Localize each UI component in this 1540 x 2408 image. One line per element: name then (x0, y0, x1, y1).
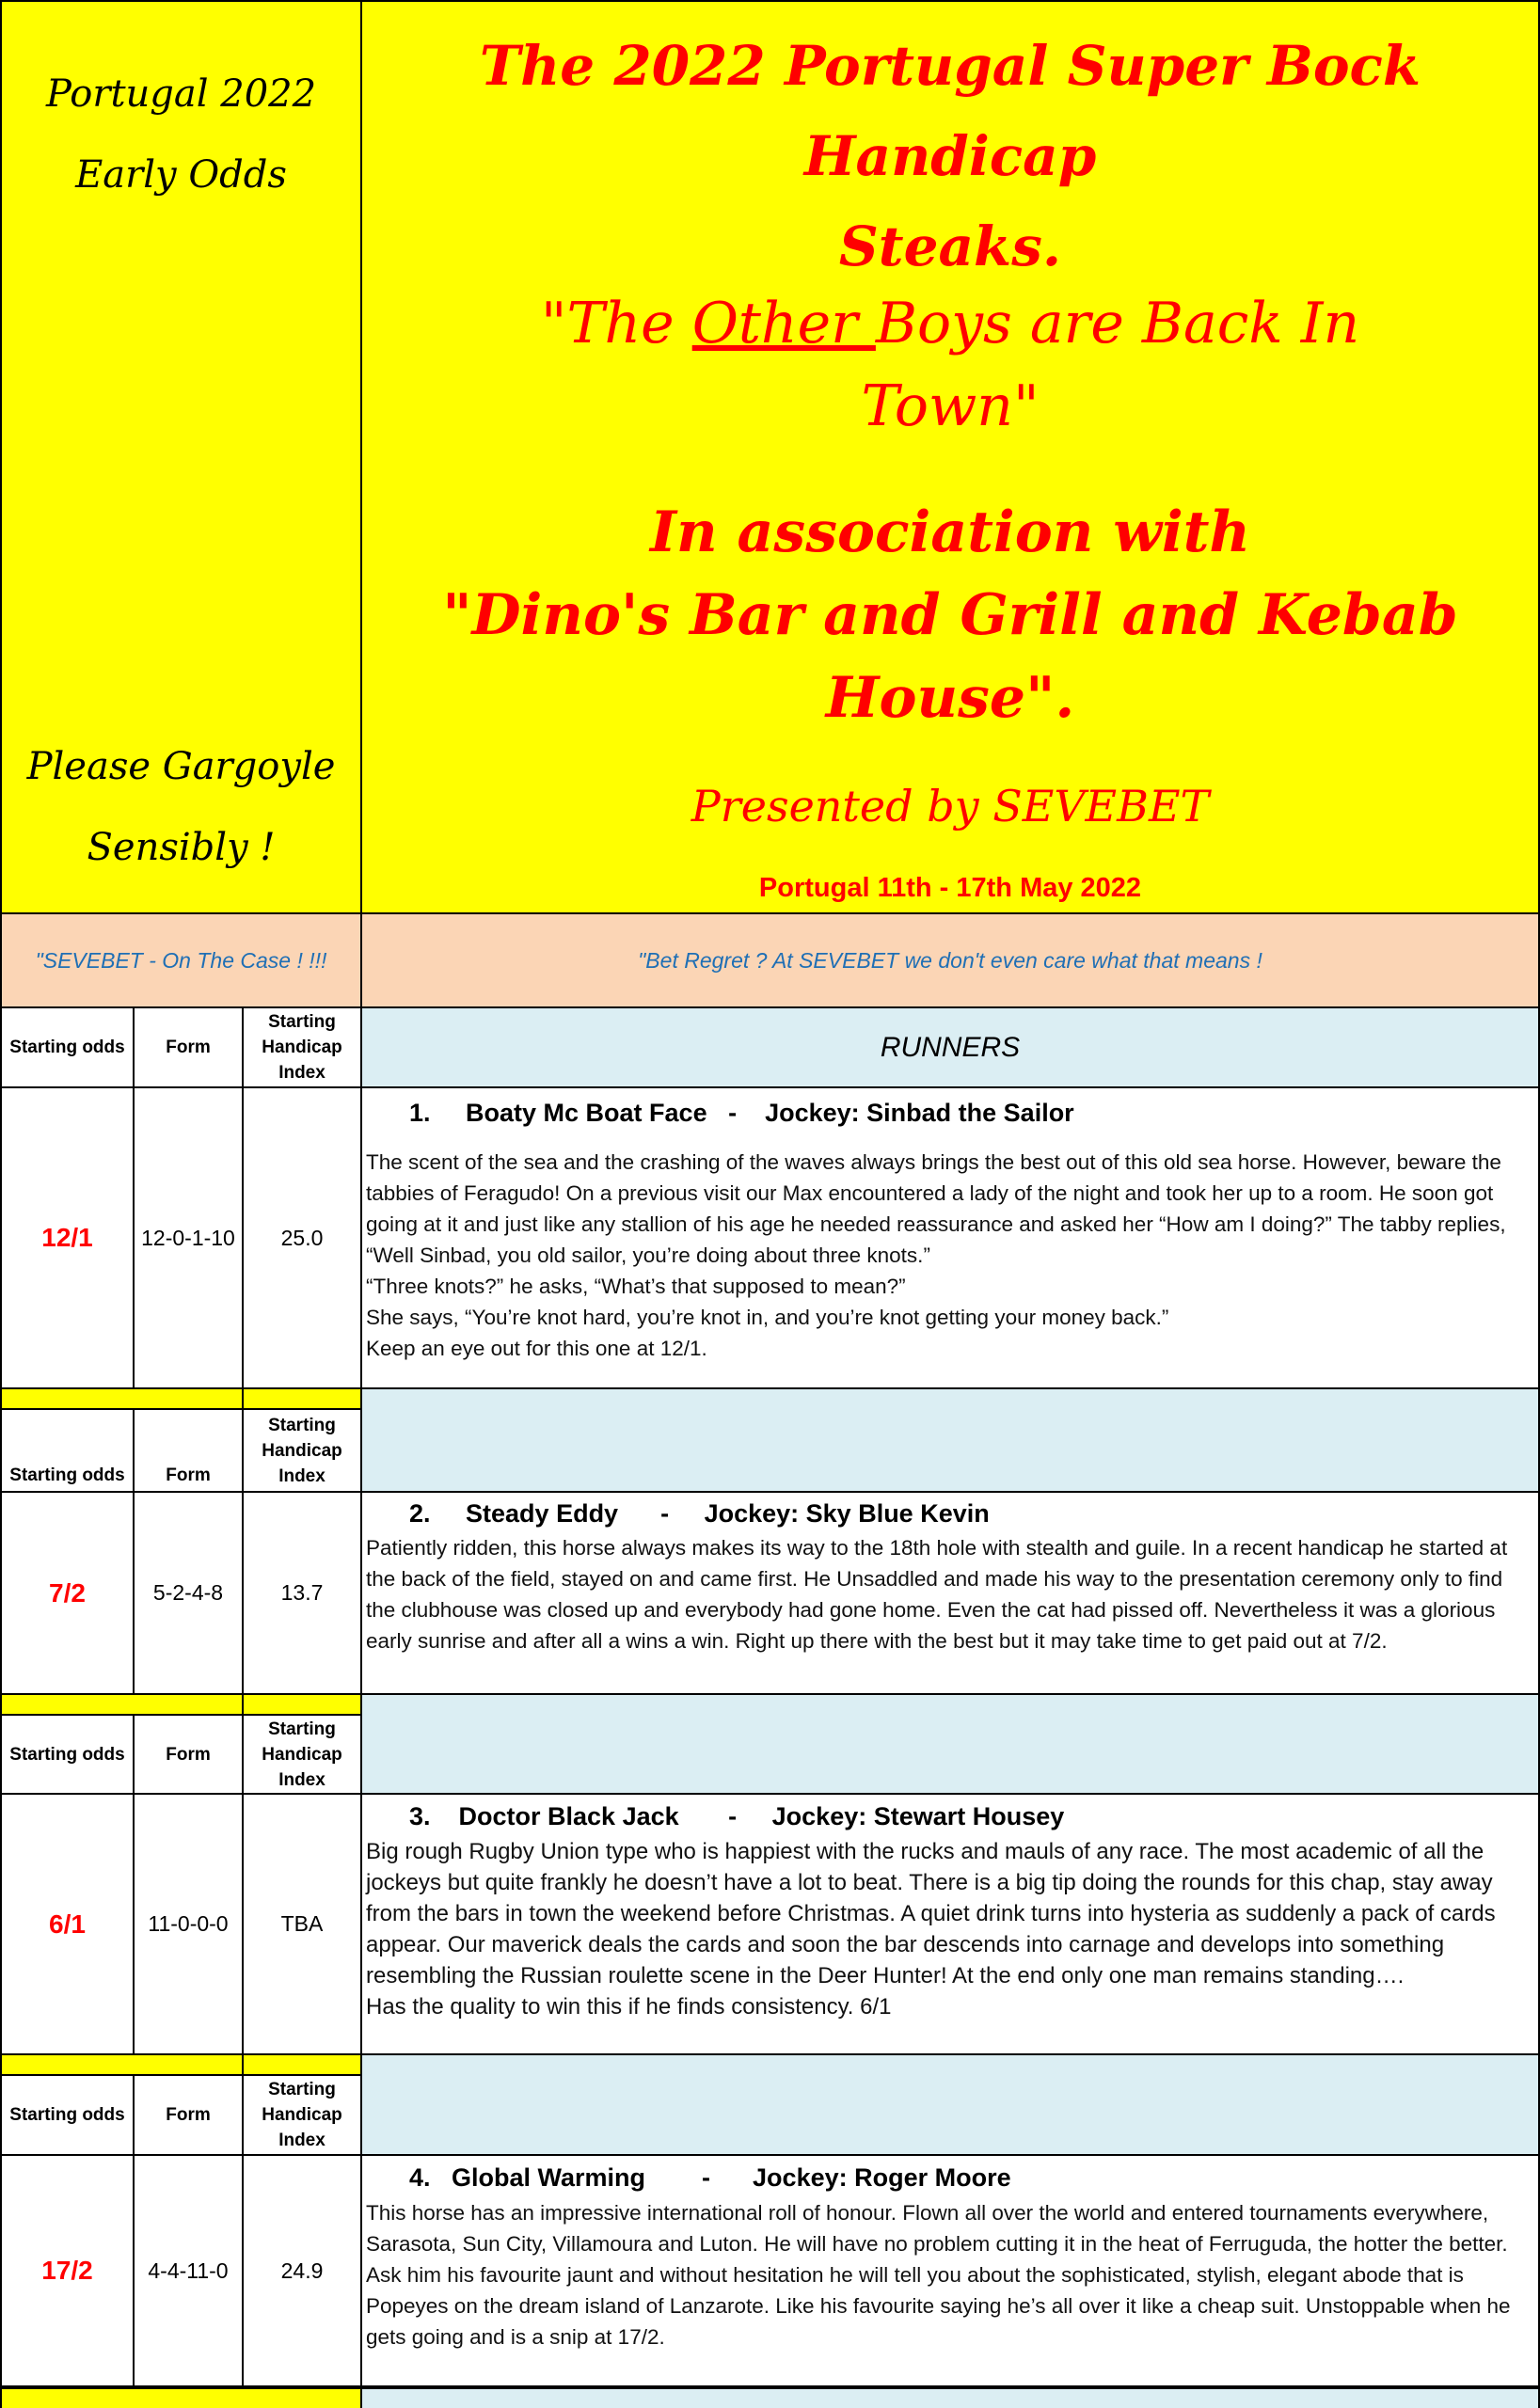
slogan-left: "SEVEBET - On The Case ! !!! (35, 947, 327, 973)
slogan-right: "Bet Regret ? At SEVEBET we don't even care what that means ! (638, 947, 1262, 973)
col-header-form: Form (133, 1408, 244, 1493)
runner-title: 4. Global Warming - Jockey: Roger Moore (409, 2163, 1011, 2192)
slogan-right-cell (360, 912, 1540, 1008)
page-title-line2: Steaks. (838, 214, 1062, 278)
separator (242, 2053, 362, 2076)
runner-index: 25.0 (242, 1086, 362, 1389)
separator-blue (360, 1387, 1540, 1493)
col-header-form: Form (133, 1006, 244, 1088)
page-title: The 2022 Portugal Super Bock Handicap (479, 34, 1421, 188)
col-header-runners: RUNNERS (360, 1006, 1540, 1088)
runner-title: 1. Boaty Mc Boat Face - Jockey: Sinbad the Sailor (409, 1099, 1074, 1127)
runner-card (360, 1491, 1540, 1695)
runner-index: 24.9 (242, 2154, 362, 2387)
separator (0, 1693, 244, 1716)
runner-title: 3. Doctor Black Jack - Jockey: Stewart Housey (409, 1802, 1065, 1830)
runner-odds: 6/1 (0, 1793, 135, 2055)
early-odds-label: Early Odds (75, 153, 287, 197)
separator (0, 2387, 362, 2408)
runner-description: This horse has an impressive international roll of honour. Flown all over the world and entered tournaments everywhere, Sarasota, Sun City, Villamoura and Luton. He will have no problem cutting it in the heat of Ferruguda, the hotter the better. Ask him his favourite jaunt and without hesitation he will tell you about the sophisticated, stylish, elegant abode that is Popeyes on the dream island of Lanzarote. Like his favourite saying he’s all over it like a cheap suit. Unstoppable when he gets going and is a snip at 17/2. (366, 2201, 1511, 2349)
col-header-form: Form (133, 1714, 244, 1795)
runner-index: 13.7 (242, 1491, 362, 1695)
col-header-odds: Starting odds (0, 2074, 135, 2156)
separator (0, 2053, 244, 2076)
subtitle-line1: "The Other Boys are Back In (540, 291, 1360, 356)
col-header-odds: Starting odds (0, 1408, 135, 1493)
col-header-odds: Starting odds (0, 1006, 135, 1088)
runner-description: Patiently ridden, this horse always makes its way to the 18th hole with stealth and guile. In a recent handicap he started at the back of the field, stayed on and came first. He Unsaddled and made his way to the presentation ceremony only to find the clubhouse was closed up and everybody had gone home. Even the cat had pissed off. Nevertheless it was a glorious early sunrise and after all a wins a win. Right up there with the best but it may take time to get paid out at 7/2. (366, 1536, 1508, 1653)
runner-odds: 12/1 (0, 1086, 135, 1389)
separator-blue (360, 2387, 1540, 2408)
runner-description: The scent of the sea and the crashing of the waves always brings the best out of this old sea horse. However, beware the tabbies of Feragudo! On a previous visit our Max encountered a lady of the night and took her up to a room. He soon got going at it and just like any stallion of his age he needed reassurance and asked her “How am I doing?” The tabby replies, “Well Sinbad, you old sailor, you’re doing about three knots.” “Three knots?” he asks, “What’s that supposed to mean?” She says, “You’re knot hard, you’re knot in, and you’re knot getting your money back.” Keep an eye out for this one at 12/1. (366, 1150, 1506, 1360)
presented-by: Presented by SEVEBET (691, 781, 1210, 832)
runner-description: Big rough Rugby Union type who is happiest with the rucks and mauls of any race. The most academic of all the jockeys but quite frankly he doesn’t have a lot to beat. There is a big tip doing the rounds for this chap, stay away from the bars in town the weekend before Christmas. A quiet drink turns into hysteria as suddenly a pack of cards appear. Our maverick deals the cards and soon the bar descends into carnage and develops into something resembling the Russian roulette scene in the Deer Hunter! At the end only one man remains standing…. Has the quality to win this if he finds consistency. 6/1 (366, 1839, 1496, 2020)
association-line3: House". (825, 665, 1075, 731)
col-header-odds: Starting odds (0, 1714, 135, 1795)
runner-odds: 7/2 (0, 1491, 135, 1695)
header-left-panel (0, 0, 362, 914)
association-line2: "Dino's Bar and Grill and Kebab (442, 582, 1458, 648)
runner-odds: 17/2 (0, 2154, 135, 2387)
runner-card (360, 1793, 1540, 2055)
gargoyle-line1: Please Gargoyle (26, 745, 336, 788)
subtitle-line2: Town" (861, 373, 1040, 439)
subtitle-underlined-word: Other (691, 291, 876, 356)
early-odds-year: Portugal 2022 (45, 72, 317, 116)
separator-blue (360, 1693, 1540, 1795)
runner-form: 12-0-1-10 (133, 1086, 244, 1389)
runner-index: TBA (242, 1793, 362, 2055)
col-header-index: Starting Handicap Index (242, 1714, 362, 1795)
separator (242, 1387, 362, 1410)
runner-card (360, 2154, 1540, 2387)
separator (0, 1387, 244, 1410)
gargoyle-line2: Sensibly ! (87, 826, 276, 869)
association-line1: In association with (649, 499, 1251, 565)
col-header-form: Form (133, 2074, 244, 2156)
runner-title: 2. Steady Eddy - Jockey: Sky Blue Kevin (409, 1499, 990, 1528)
col-header-index: Starting Handicap Index (242, 1006, 362, 1088)
runner-card (360, 1086, 1540, 1389)
header-title-panel (360, 0, 1540, 914)
runner-form: 11-0-0-0 (133, 1793, 244, 2055)
runner-form: 4-4-11-0 (133, 2154, 244, 2387)
separator (242, 1693, 362, 1716)
col-header-index: Starting Handicap Index (242, 1408, 362, 1493)
runner-form: 5-2-4-8 (133, 1491, 244, 1695)
slogan-left-cell (0, 912, 362, 1008)
separator-blue (360, 2053, 1540, 2156)
col-header-index: Starting Handicap Index (242, 2074, 362, 2156)
event-dates: Portugal 11th - 17th May 2022 (758, 873, 1142, 903)
